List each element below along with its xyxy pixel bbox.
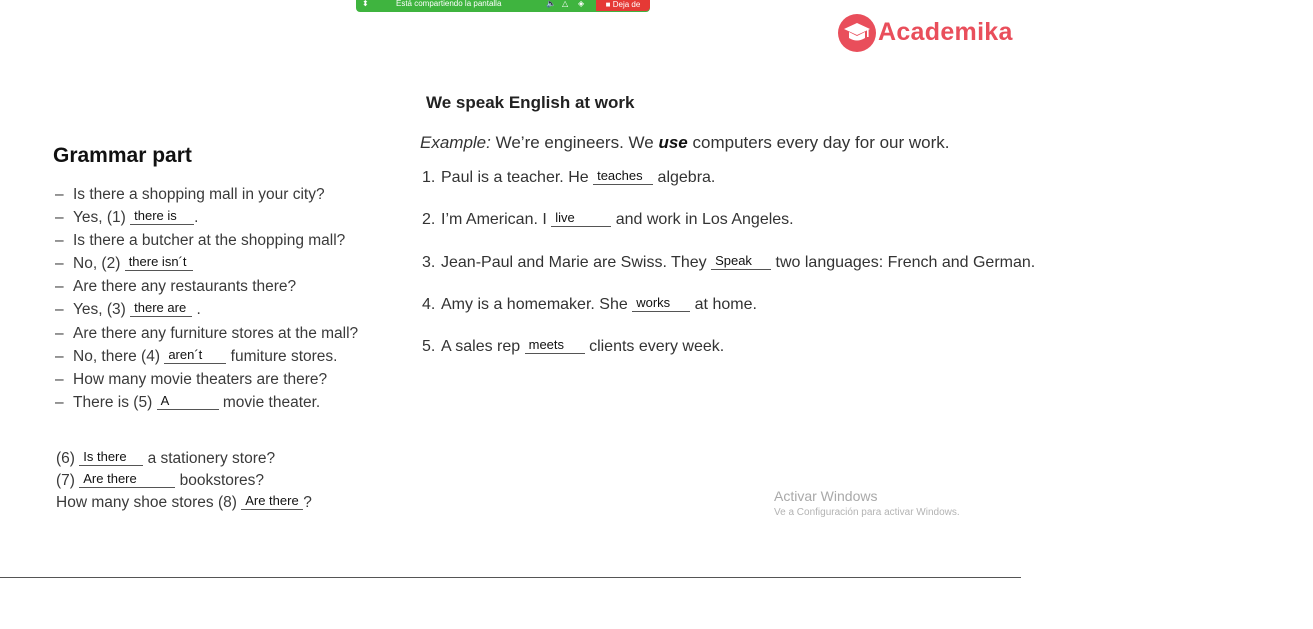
answer-blank-8[interactable]: Are there [241,495,303,510]
grammar-line-2: – Yes, (1) there is . [55,208,199,226]
exercise-item-3: 3. Jean-Paul and Marie are Swiss. They Speak two languages: French and German. [422,253,1036,271]
exercise-blank-3[interactable]: Speak [711,255,771,270]
grammar-line-6: – Yes, (3) there are . [55,300,201,318]
activation-watermark-subtitle: Ve a Configuración para activar Windows. [774,507,960,518]
grammar-title: Grammar part [53,144,192,167]
grammar-line-10: – There is (5) A movie theater. [55,393,321,411]
answer-blank-4[interactable]: aren´t [164,349,226,364]
answer-blank-5[interactable]: A [157,395,219,410]
exercise-item-4: 4. Amy is a homemaker. She works at home. [422,295,757,313]
exercise-item-1: 1. Paul is a teacher. He teaches algebra. [422,168,716,186]
stop-sharing-label: Deja de [612,0,641,9]
stop-sharing-button[interactable] [596,0,650,11]
grammar-line-7: – Are there any furniture stores at the mall? [55,325,359,342]
grammar-line-4: – No, (2) there isn´t [55,255,193,273]
screen-share-bar [356,0,650,12]
graduation-cap-icon [838,14,876,52]
logo-text: Academika [878,18,1013,46]
answer-blank-1[interactable]: there is [130,210,194,225]
answer-blank-6[interactable]: Is there [79,451,143,466]
exercise-blank-4[interactable]: works [632,297,690,312]
grammar-line-3: – Is there a butcher at the shopping mall? [55,232,346,249]
stop-icon: ■ [605,0,611,9]
exercise-blank-2[interactable]: live [551,212,611,227]
exercise-blank-1[interactable]: teaches [593,170,653,185]
grammar-line-8: – No, there (4) aren´t fumiture stores. [55,347,338,365]
worksheet-title: We speak English at work [426,93,635,112]
exercise-item-2: 2. I’m American. I live and work in Los Angeles. [422,210,794,228]
extra-line-6: (6) Is there a stationery store? [56,449,276,467]
exercise-blank-5[interactable]: meets [525,339,585,354]
share-icon: ⬍ [362,0,369,8]
extra-line-7: (7) Are there bookstores? [56,471,265,489]
answer-blank-7[interactable]: Are there [79,473,175,488]
divider [0,577,1021,578]
speaker-icon[interactable]: 🔈 [546,0,556,8]
extra-line-8: How many shoe stores (8) Are there ? [56,493,312,511]
academika-logo [838,14,1013,54]
grammar-line-1: – Is there a shopping mall in your city? [55,186,325,203]
example-sentence: Example: We’re engineers. We use computers every day for our work. [420,133,950,152]
grammar-line-9: – How many movie theaters are there? [55,371,328,388]
answer-blank-2[interactable]: there isn´t [125,256,193,271]
answer-blank-3[interactable]: there are [130,302,192,317]
alert-icon[interactable]: △ [562,0,569,8]
shield-icon[interactable]: ◈ [578,0,585,8]
grammar-line-5: – Are there any restaurants there? [55,278,297,295]
share-status-text: Está compartiendo la pantalla [396,0,502,8]
exercise-item-5: 5. A sales rep meets clients every week. [422,337,725,355]
activation-watermark-title: Activar Windows [774,488,878,504]
